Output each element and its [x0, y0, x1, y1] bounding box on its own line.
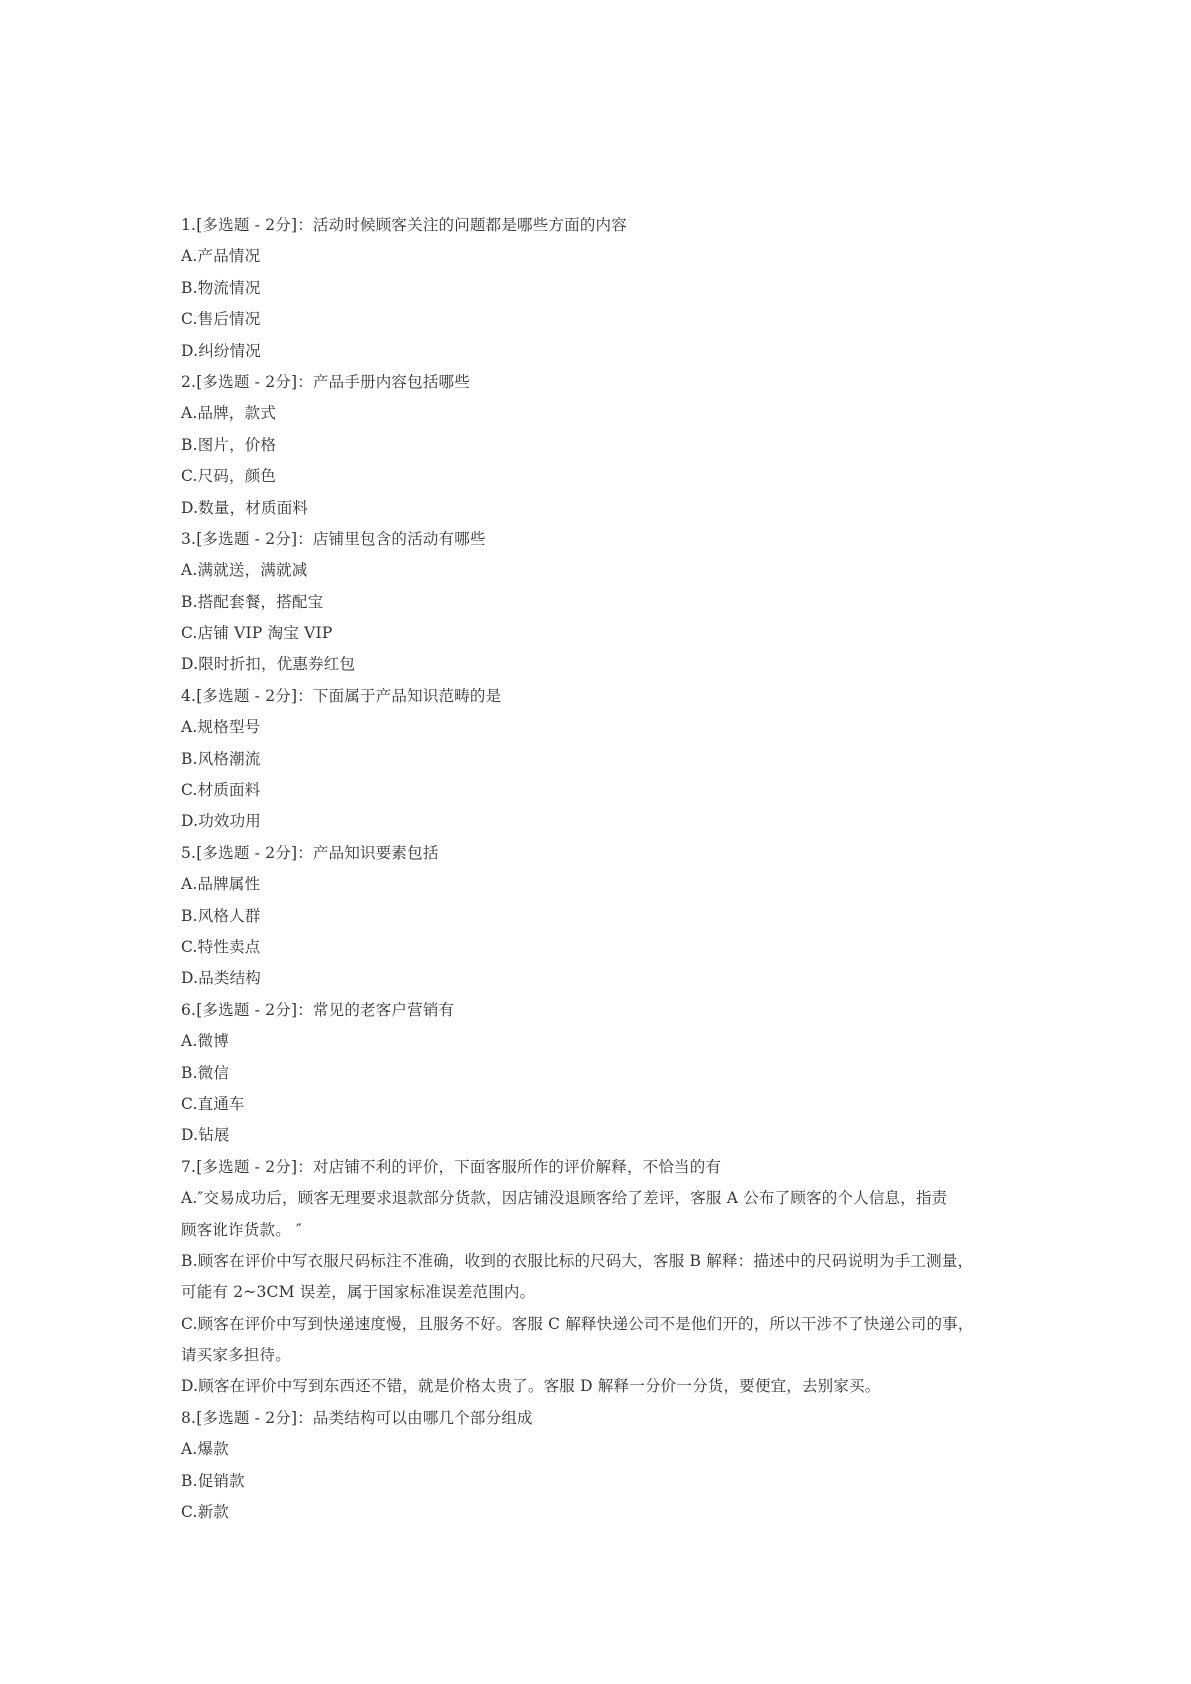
option-item: A.产品情况: [181, 247, 261, 266]
option-item: A.品牌，款式: [181, 404, 277, 423]
question-stem: 6.[多选题 - 2分]：常见的老客户营销有: [181, 1000, 455, 1019]
question-stem: 4.[多选题 - 2分]：下面属于产品知识范畴的是: [181, 686, 502, 705]
option-item: C.售后情况: [181, 310, 261, 329]
option-item: C.特性卖点: [181, 937, 261, 956]
option-item: B.促销款: [181, 1471, 245, 1490]
option-line: A.″交易成功后，顾客无理要求退款部分货款，因店铺没退顾客给了差评，客服 A 公布了顾客的个人信息，指责: [181, 1189, 948, 1208]
option-item: [181, 1183, 1021, 1246]
option-item: B.搭配套餐，搭配宝: [181, 592, 324, 611]
option-line: D.顾客在评价中写到东西还不错，就是价格太贵了。客服 D 解释一分价一分货，要便宜，去别家买。: [181, 1377, 881, 1396]
option-item: [181, 1309, 1021, 1372]
option-item: [181, 1371, 1021, 1402]
option-item: B.风格潮流: [181, 749, 261, 768]
option-item: C.尺码，颜色: [181, 467, 277, 486]
question-stem: 1.[多选题 - 2分]：活动时候顾客关注的问题都是哪些方面的内容: [181, 216, 627, 234]
option-item: A.爆款: [181, 1440, 229, 1459]
option-item: D.品类结构: [181, 969, 262, 988]
option-line: C.顾客在评价中写到快递速度慢，且服务不好。客服 C 解释快递公司不是他们开的，所以干涉不了快递公司的事，: [181, 1314, 974, 1333]
option-item: D.钻展: [181, 1126, 230, 1145]
option-item: A.规格型号: [181, 718, 261, 737]
question-stem: 8.[多选题 - 2分]：品类结构可以由哪几个部分组成: [181, 1408, 533, 1427]
option-item: C.材质面料: [181, 781, 261, 800]
question-stem: 7.[多选题 - 2分]：对店铺不利的评价，下面客服所作的评价解释，不恰当的有: [181, 1157, 722, 1176]
option-item: [181, 1246, 1021, 1309]
option-item: A.微博: [181, 1032, 229, 1051]
option-item: B.风格人群: [181, 906, 261, 925]
option-item: B.图片，价格: [181, 435, 277, 454]
option-item: B.物流情况: [181, 278, 261, 297]
option-item: C.店铺 VIP 淘宝 VIP: [181, 624, 333, 643]
option-item: A.品牌属性: [181, 875, 261, 894]
option-line: 请买家多担待。: [181, 1346, 291, 1365]
option-item: D.功效功用: [181, 812, 262, 831]
option-item: A.满就送，满就减: [181, 561, 308, 580]
question-stem: 2.[多选题 - 2分]：产品手册内容包括哪些: [181, 372, 470, 391]
option-line: 可能有 2~3CM 误差，属于国家标准误差范围内。: [181, 1283, 536, 1302]
question-stem: 3.[多选题 - 2分]：店铺里包含的活动有哪些: [181, 529, 486, 548]
option-item: D.纠纷情况: [181, 341, 262, 360]
option-item: D.数量，材质面料: [181, 498, 309, 517]
question-stem: 5.[多选题 - 2分]：产品知识要素包括: [181, 843, 439, 862]
option-item: C.新款: [181, 1503, 230, 1522]
option-line: 顾客讹诈货款。 ″: [181, 1220, 303, 1239]
option-item: B.微信: [181, 1063, 230, 1082]
option-line: B.顾客在评价中写衣服尺码标注不准确，收到的衣服比标的尺码大，客服 B 解释：描述中的尺码说明为手工测量，: [181, 1251, 974, 1270]
question-list: [181, 210, 1021, 1528]
option-item: C.直通车: [181, 1094, 245, 1113]
option-item: D.限时折扣，优惠券红包: [181, 655, 356, 674]
